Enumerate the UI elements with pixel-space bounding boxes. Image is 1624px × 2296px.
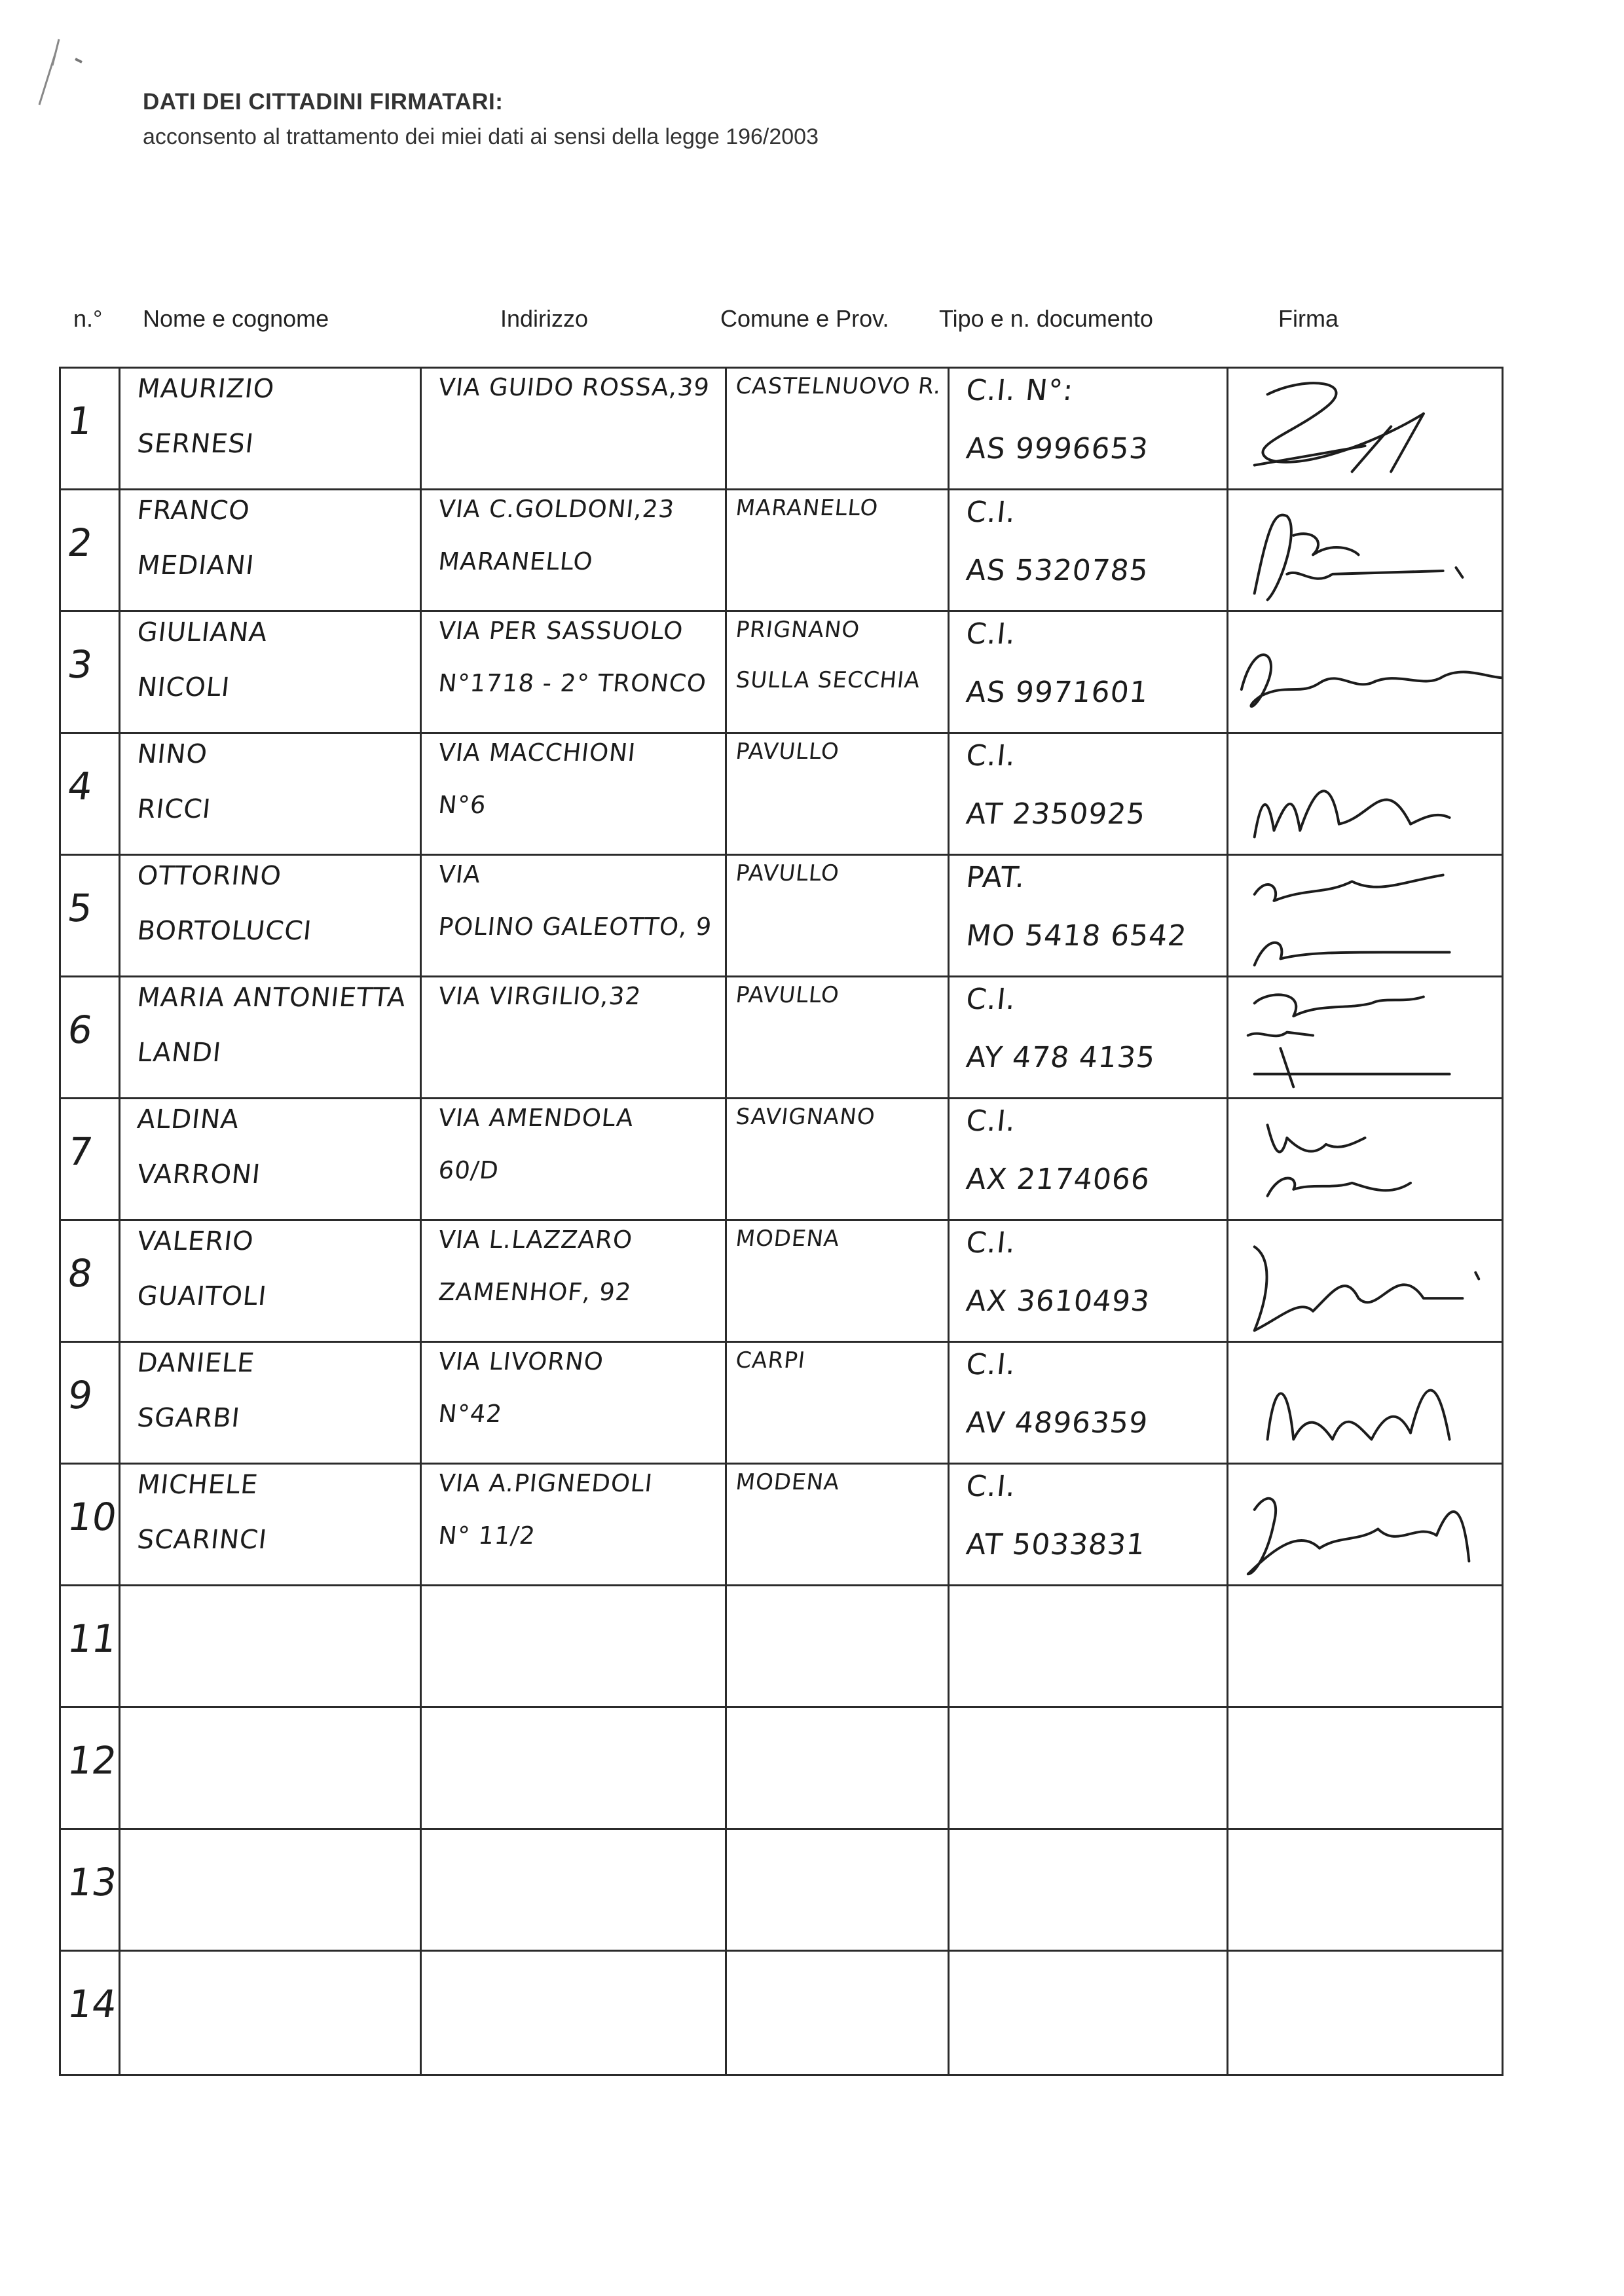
town-line-2 xyxy=(726,1150,948,1154)
signature-cell xyxy=(1227,1586,1502,1707)
table-row xyxy=(60,1342,1503,1464)
town-line-2 xyxy=(726,1515,948,1519)
town-line-2 xyxy=(726,1393,948,1397)
address-line-2: POLINO GALEOTTO, 9 xyxy=(437,913,714,941)
town-cell xyxy=(726,1586,948,1707)
address-cell xyxy=(420,1220,726,1342)
row-number: 5 xyxy=(65,886,96,930)
name-cell xyxy=(119,611,420,733)
row-number-cell xyxy=(60,1342,120,1464)
handwritten-signature xyxy=(1228,612,1502,732)
row-number: 4 xyxy=(65,764,96,809)
name-cell xyxy=(119,490,420,611)
table-row xyxy=(60,1464,1503,1586)
last-name: SGARBI xyxy=(136,1403,242,1433)
name-cell xyxy=(119,1707,420,1829)
document-cell xyxy=(948,977,1227,1099)
document-cell xyxy=(948,1707,1227,1829)
column-header-document: Tipo e n. documento xyxy=(939,305,1153,332)
document-number xyxy=(949,1852,1227,1856)
row-number-cell xyxy=(60,1829,120,1951)
document-number: AT 5033831 xyxy=(964,1528,1147,1561)
handwritten-signature xyxy=(1228,1221,1502,1341)
table-row xyxy=(60,1586,1503,1707)
address-cell xyxy=(420,1586,726,1707)
signature-cell xyxy=(1227,733,1502,855)
town-line-2 xyxy=(726,784,948,788)
row-number-cell xyxy=(60,1220,120,1342)
town-cell xyxy=(726,1464,948,1586)
address-line-2: N°6 xyxy=(437,791,488,820)
address-line-2 xyxy=(421,421,725,425)
column-header-name: Nome e cognome xyxy=(143,305,329,332)
town-cell xyxy=(726,1707,948,1829)
handwritten-signature xyxy=(1228,1465,1502,1584)
town-line-2 xyxy=(726,1609,948,1613)
document-number xyxy=(949,1974,1227,1978)
row-number-cell xyxy=(60,977,120,1099)
row-number: 9 xyxy=(65,1373,96,1417)
town-line-2 xyxy=(726,419,948,423)
address-cell xyxy=(420,1707,726,1829)
last-name: SCARINCI xyxy=(136,1525,268,1555)
town-line-1: SAVIGNANO xyxy=(734,1104,877,1130)
town-cell xyxy=(726,1099,948,1220)
address-line-1: VIA A.PIGNEDOLI xyxy=(437,1469,654,1497)
table-row xyxy=(60,1707,1503,1829)
address-line-1: VIA C.GOLDONI,23 xyxy=(437,495,676,523)
address-line-1 xyxy=(421,1586,725,1590)
consent-statement: acconsento al trattamento dei miei dati ai sensi della legge 196/2003 xyxy=(143,124,819,149)
document-type: C.I. xyxy=(964,1348,1018,1381)
document-cell xyxy=(948,733,1227,855)
name-cell xyxy=(119,1342,420,1464)
town-cell xyxy=(726,1342,948,1464)
address-line-2 xyxy=(421,1030,725,1034)
name-cell xyxy=(119,1464,420,1586)
signatories-table xyxy=(59,367,1504,2076)
table-row xyxy=(60,1951,1503,2075)
handwritten-signature xyxy=(1228,490,1502,610)
row-number: 14 xyxy=(65,1982,120,2026)
town-line-1: MARANELLO xyxy=(734,495,880,521)
first-name xyxy=(120,1708,420,1712)
address-cell xyxy=(420,1099,726,1220)
town-cell xyxy=(726,490,948,611)
row-number-cell xyxy=(60,611,120,733)
signature-cell xyxy=(1227,977,1502,1099)
table-row xyxy=(60,1220,1503,1342)
town-cell xyxy=(726,1220,948,1342)
document-type xyxy=(949,1952,1227,1956)
row-number: 11 xyxy=(65,1616,120,1661)
row-number: 7 xyxy=(65,1129,96,1174)
handwritten-signature xyxy=(1228,977,1502,1097)
table-row xyxy=(60,1099,1503,1220)
document-number xyxy=(949,1609,1227,1613)
town-line-2 xyxy=(726,541,948,545)
row-number-cell xyxy=(60,733,120,855)
last-name: BORTOLUCCI xyxy=(136,916,314,946)
town-line-1 xyxy=(726,1952,948,1956)
document-number: MO 5418 6542 xyxy=(964,919,1189,953)
table-row xyxy=(60,855,1503,977)
row-number: 8 xyxy=(65,1251,96,1296)
first-name: VALERIO xyxy=(136,1226,255,1256)
address-line-2 xyxy=(421,1852,725,1856)
address-line-1: VIA MACCHIONI xyxy=(437,738,637,767)
handwritten-signature xyxy=(1228,1099,1502,1219)
address-line-2: N°1718 - 2° TRONCO xyxy=(437,669,708,698)
address-cell xyxy=(420,368,726,490)
document-number xyxy=(949,1730,1227,1734)
handwritten-signature xyxy=(1228,1343,1502,1463)
document-number: AS 9996653 xyxy=(964,432,1151,465)
row-number: 12 xyxy=(65,1738,120,1783)
signature-cell xyxy=(1227,611,1502,733)
handwritten-signature xyxy=(1228,734,1502,854)
row-number-cell xyxy=(60,1464,120,1586)
document-cell xyxy=(948,1342,1227,1464)
town-line-2: SULLA SECCHIA xyxy=(734,666,922,693)
address-line-2: N° 11/2 xyxy=(437,1522,537,1550)
document-type xyxy=(949,1708,1227,1712)
address-line-1: VIA VIRGILIO,32 xyxy=(437,982,643,1010)
last-name xyxy=(120,1609,420,1613)
page-title: DATI DEI CITTADINI FIRMATARI: xyxy=(143,89,504,115)
first-name: MAURIZIO xyxy=(136,374,276,404)
address-line-1 xyxy=(421,1708,725,1712)
document-cell xyxy=(948,855,1227,977)
row-number: 2 xyxy=(65,520,96,565)
document-type: C.I. xyxy=(964,739,1018,773)
document-cell xyxy=(948,1586,1227,1707)
town-line-2 xyxy=(726,1974,948,1978)
first-name xyxy=(120,1586,420,1590)
town-cell xyxy=(726,733,948,855)
handwritten-signature xyxy=(1228,856,1502,975)
town-cell xyxy=(726,611,948,733)
document-number: AX 2174066 xyxy=(964,1163,1152,1196)
document-cell xyxy=(948,490,1227,611)
handwritten-signature xyxy=(1228,369,1502,488)
last-name xyxy=(120,1974,420,1978)
name-cell xyxy=(119,368,420,490)
row-number: 3 xyxy=(65,642,96,687)
document-cell xyxy=(948,368,1227,490)
signature-cell xyxy=(1227,490,1502,611)
row-number-cell xyxy=(60,1951,120,2075)
address-line-2: ZAMENHOF, 92 xyxy=(437,1278,633,1307)
document-cell xyxy=(948,1829,1227,1951)
signature-cell xyxy=(1227,1707,1502,1829)
last-name: NICOLI xyxy=(136,672,232,702)
address-cell xyxy=(420,1829,726,1951)
row-number-cell xyxy=(60,368,120,490)
signature-cell xyxy=(1227,368,1502,490)
column-header-address: Indirizzo xyxy=(500,305,589,332)
first-name: MARIA ANTONIETTA xyxy=(136,983,408,1013)
town-line-1 xyxy=(726,1708,948,1712)
address-line-1: VIA LIVORNO xyxy=(437,1347,605,1376)
name-cell xyxy=(119,1099,420,1220)
signature-cell xyxy=(1227,1342,1502,1464)
town-cell xyxy=(726,368,948,490)
last-name: LANDI xyxy=(136,1038,223,1068)
town-line-1: MODENA xyxy=(734,1226,841,1252)
row-number-cell xyxy=(60,855,120,977)
town-line-2 xyxy=(726,1028,948,1032)
document-number: AT 2350925 xyxy=(964,797,1147,831)
address-cell xyxy=(420,855,726,977)
first-name xyxy=(120,1830,420,1834)
name-cell xyxy=(119,1829,420,1951)
name-cell xyxy=(119,733,420,855)
town-line-1: CARPI xyxy=(734,1347,807,1374)
name-cell xyxy=(119,1586,420,1707)
town-cell xyxy=(726,855,948,977)
address-line-1: VIA AMENDOLA xyxy=(437,1104,635,1132)
town-line-1 xyxy=(726,1830,948,1834)
document-cell xyxy=(948,1951,1227,2075)
address-line-2: N°42 xyxy=(437,1400,504,1429)
town-line-1: CASTELNUOVO R. xyxy=(734,373,943,399)
document-type: C.I. xyxy=(964,1226,1018,1260)
signature-cell xyxy=(1227,1220,1502,1342)
row-number: 6 xyxy=(65,1008,96,1052)
document-cell xyxy=(948,1099,1227,1220)
document-cell xyxy=(948,611,1227,733)
first-name: ALDINA xyxy=(136,1104,241,1135)
document-number: AS 5320785 xyxy=(964,554,1151,587)
town-line-1: PAVULLO xyxy=(734,860,841,886)
last-name: VARRONI xyxy=(136,1159,262,1190)
document-cell xyxy=(948,1220,1227,1342)
first-name: FRANCO xyxy=(136,496,251,526)
document-type xyxy=(949,1830,1227,1834)
last-name: GUAITOLI xyxy=(136,1281,268,1311)
table-row xyxy=(60,611,1503,733)
address-line-1: VIA GUIDO ROSSA,39 xyxy=(437,373,711,401)
address-line-2 xyxy=(421,1974,725,1978)
town-line-1 xyxy=(726,1586,948,1590)
row-number: 13 xyxy=(65,1860,120,1904)
town-line-2 xyxy=(726,1271,948,1275)
table-row xyxy=(60,1829,1503,1951)
address-line-2 xyxy=(421,1609,725,1613)
signature-cell xyxy=(1227,1464,1502,1586)
town-line-2 xyxy=(726,1852,948,1856)
table-row xyxy=(60,368,1503,490)
address-line-1: VIA L.LAZZARO xyxy=(437,1226,635,1254)
town-line-2 xyxy=(726,906,948,910)
pen-mark xyxy=(20,26,98,118)
town-line-1: PAVULLO xyxy=(734,738,841,765)
first-name: NINO xyxy=(136,739,210,769)
town-cell xyxy=(726,977,948,1099)
table-row xyxy=(60,977,1503,1099)
table-row xyxy=(60,733,1503,855)
town-line-2 xyxy=(726,1730,948,1734)
address-cell xyxy=(420,490,726,611)
address-line-1: VIA xyxy=(437,860,483,888)
address-cell xyxy=(420,977,726,1099)
row-number-cell xyxy=(60,490,120,611)
address-cell xyxy=(420,1951,726,2075)
address-cell xyxy=(420,611,726,733)
column-header-signature: Firma xyxy=(1278,305,1338,332)
document-type xyxy=(949,1586,1227,1590)
column-header-number: n.° xyxy=(73,305,103,332)
town-line-1: MODENA xyxy=(734,1469,841,1495)
last-name: SERNESI xyxy=(136,429,255,459)
last-name xyxy=(120,1730,420,1734)
town-line-1: PRIGNANO xyxy=(734,617,862,643)
name-cell xyxy=(119,1220,420,1342)
document-type: C.I. xyxy=(964,983,1018,1016)
document-type: C.I. xyxy=(964,496,1018,529)
first-name: GIULIANA xyxy=(136,617,269,647)
document-type: PAT. xyxy=(964,861,1027,894)
address-line-1 xyxy=(421,1830,725,1834)
signature-cell xyxy=(1227,1099,1502,1220)
last-name: MEDIANI xyxy=(136,551,256,581)
name-cell xyxy=(119,1951,420,2075)
address-cell xyxy=(420,1342,726,1464)
document-number: AV 4896359 xyxy=(964,1406,1150,1440)
town-cell xyxy=(726,1829,948,1951)
name-cell xyxy=(119,977,420,1099)
last-name: RICCI xyxy=(136,794,213,824)
address-line-2: MARANELLO xyxy=(437,547,595,576)
first-name: OTTORINO xyxy=(136,861,284,891)
first-name: DANIELE xyxy=(136,1348,256,1378)
town-cell xyxy=(726,1951,948,2075)
address-line-2 xyxy=(421,1730,725,1734)
table-row xyxy=(60,490,1503,611)
first-name: MICHELE xyxy=(136,1470,260,1500)
document-type: C.I. N°: xyxy=(964,374,1075,407)
row-number-cell xyxy=(60,1099,120,1220)
town-line-1: PAVULLO xyxy=(734,982,841,1008)
first-name xyxy=(120,1952,420,1956)
signature-cell xyxy=(1227,855,1502,977)
document-type: C.I. xyxy=(964,617,1018,651)
last-name xyxy=(120,1852,420,1856)
address-cell xyxy=(420,1464,726,1586)
document-type: C.I. xyxy=(964,1470,1018,1503)
row-number: 1 xyxy=(65,399,96,443)
document-type: C.I. xyxy=(964,1104,1018,1138)
row-number: 10 xyxy=(65,1495,120,1539)
document-cell xyxy=(948,1464,1227,1586)
column-header-town: Comune e Prov. xyxy=(720,305,889,332)
document-number: AX 3610493 xyxy=(964,1285,1152,1318)
document-number: AY 478 4135 xyxy=(964,1041,1157,1074)
name-cell xyxy=(119,855,420,977)
document-number: AS 9971601 xyxy=(964,676,1151,709)
address-cell xyxy=(420,733,726,855)
row-number-cell xyxy=(60,1586,120,1707)
address-line-1 xyxy=(421,1952,725,1956)
row-number-cell xyxy=(60,1707,120,1829)
address-line-2: 60/D xyxy=(437,1156,500,1185)
signature-cell xyxy=(1227,1951,1502,2075)
signature-cell xyxy=(1227,1829,1502,1951)
address-line-1: VIA PER SASSUOLO xyxy=(437,617,685,645)
